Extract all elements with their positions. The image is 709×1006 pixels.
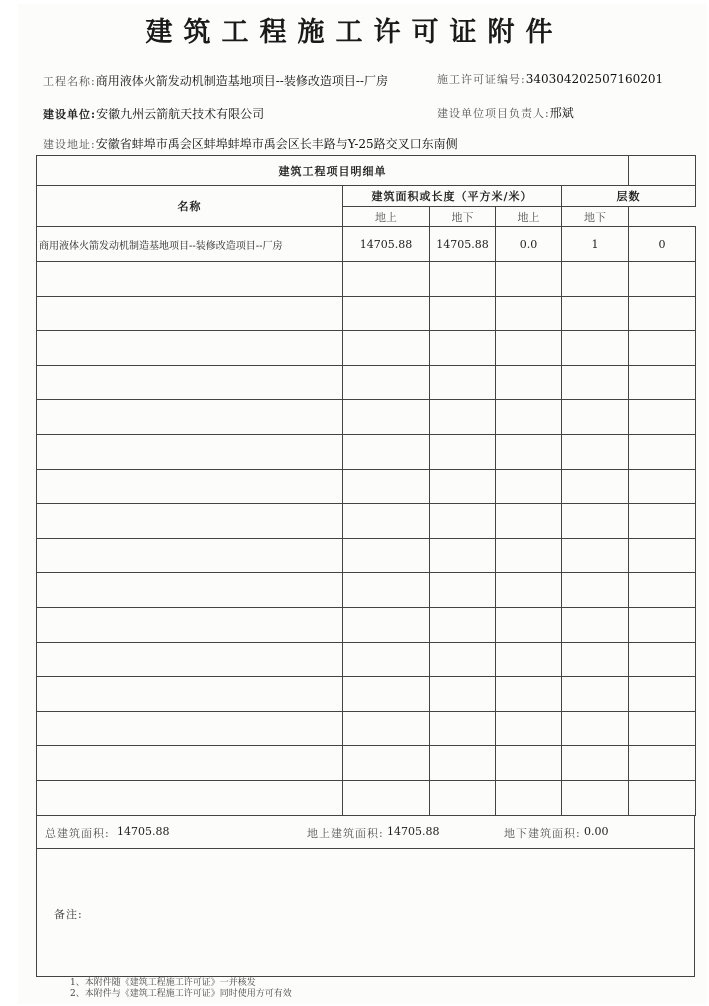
empty-cell: [37, 262, 343, 297]
empty-table-row: [37, 573, 696, 608]
empty-cell: [496, 607, 562, 642]
empty-cell: [496, 780, 562, 815]
empty-cell: [343, 573, 430, 608]
empty-cell: [430, 746, 496, 781]
empty-cell: [343, 642, 430, 677]
totals-row: [36, 815, 695, 849]
empty-cell: [37, 434, 343, 469]
empty-table-row: [37, 469, 696, 504]
below-area-label: 地下建筑面积:: [504, 827, 581, 840]
empty-table-row: [37, 296, 696, 331]
column-header-name: 名称: [37, 186, 343, 227]
empty-cell: [629, 642, 696, 677]
empty-cell: [496, 434, 562, 469]
empty-cell: [629, 607, 696, 642]
empty-cell: [629, 469, 696, 504]
empty-cell: [562, 711, 629, 746]
empty-cell: [430, 573, 496, 608]
table-title-row: [37, 156, 696, 186]
row-floors-above-cell: 1: [562, 227, 629, 262]
empty-cell: [343, 504, 430, 539]
empty-cell: [37, 711, 343, 746]
empty-cell: [629, 746, 696, 781]
empty-cell: [562, 331, 629, 366]
empty-cell: [37, 607, 343, 642]
project-name-label: 工程名称:: [43, 75, 96, 88]
footer-notes: [70, 978, 292, 1000]
subheader-below-floors: 地下: [562, 207, 629, 227]
empty-cell: [496, 331, 562, 366]
empty-table-row: [37, 711, 696, 746]
row-below-area-cell: 0.0: [496, 227, 562, 262]
empty-cell: [430, 434, 496, 469]
footer-note-2: 2、本附件与《建筑工程施工许可证》同时使用方可有效: [70, 989, 292, 999]
total-area-value: 14705.88: [117, 825, 170, 838]
project-name-line: [43, 72, 388, 89]
empty-table-row: [37, 262, 696, 297]
construction-unit-label: 建设单位:: [43, 108, 97, 121]
subheader-below-area: 地下: [430, 207, 496, 227]
empty-cell: [37, 746, 343, 781]
empty-cell: [343, 746, 430, 781]
empty-table-row: [37, 504, 696, 539]
empty-cell: [37, 538, 343, 573]
empty-cell: [37, 780, 343, 815]
above-area-label: 地上建筑面积:: [307, 827, 384, 840]
empty-cell: [562, 746, 629, 781]
empty-cell: [430, 296, 496, 331]
empty-table-row: [37, 642, 696, 677]
empty-cell: [343, 262, 430, 297]
empty-cell: [430, 504, 496, 539]
construction-unit-line: [43, 105, 264, 122]
table-section-title: 建筑工程项目明细单: [37, 156, 629, 186]
project-detail-table: [36, 155, 696, 816]
permit-number-label: 施工许可证编号:: [437, 73, 526, 86]
row-above-area-cell: 14705.88: [430, 227, 496, 262]
construction-unit-value: 安徽九州云箭航天技术有限公司: [96, 107, 265, 121]
project-leader-value: 邢斌: [549, 106, 574, 120]
empty-cell: [562, 538, 629, 573]
empty-cell: [430, 469, 496, 504]
empty-cell: [343, 469, 430, 504]
empty-cell: [629, 711, 696, 746]
empty-cell: [430, 331, 496, 366]
empty-cell: [430, 642, 496, 677]
empty-cell: [37, 504, 343, 539]
empty-cell: [496, 538, 562, 573]
empty-table-row: [37, 538, 696, 573]
empty-cell: [496, 746, 562, 781]
empty-cell: [562, 296, 629, 331]
empty-cell: [37, 642, 343, 677]
empty-cell: [37, 365, 343, 400]
remarks-box: [36, 849, 695, 977]
empty-cell: [496, 711, 562, 746]
empty-cell: [629, 538, 696, 573]
table-row: [37, 227, 696, 262]
empty-cell: [496, 400, 562, 435]
empty-cell: [629, 504, 696, 539]
project-leader-label: 建设单位项目负责人:: [437, 107, 550, 120]
empty-cell: [430, 607, 496, 642]
project-name-value: 商用液体火箭发动机制造基地项目--装修改造项目--厂房: [95, 74, 388, 88]
empty-cell: [37, 573, 343, 608]
empty-cell: [562, 434, 629, 469]
empty-cell: [629, 573, 696, 608]
empty-cell: [430, 365, 496, 400]
empty-cell: [37, 677, 343, 712]
empty-table-row: [37, 434, 696, 469]
subheader-above-floors: 地上: [496, 207, 562, 227]
empty-cell: [562, 642, 629, 677]
empty-cell: [496, 262, 562, 297]
empty-cell: [343, 711, 430, 746]
empty-cell: [496, 469, 562, 504]
empty-cell: [496, 296, 562, 331]
table-header-row: [37, 186, 696, 207]
row-total-area-cell: 14705.88: [343, 227, 430, 262]
empty-table-row: [37, 780, 696, 815]
empty-table-row: [37, 365, 696, 400]
total-area-label: 总建筑面积:: [45, 827, 110, 840]
empty-cell: [430, 711, 496, 746]
document-title: 建筑工程施工许可证附件: [145, 17, 564, 48]
empty-cell: [37, 331, 343, 366]
empty-cell: [430, 677, 496, 712]
below-area-value: 0.00: [584, 825, 609, 838]
empty-cell: [496, 365, 562, 400]
address-line: [43, 135, 458, 152]
empty-cell: [629, 400, 696, 435]
empty-cell: [37, 296, 343, 331]
permit-number-value: 340304202507160201: [525, 72, 664, 86]
empty-cell: [629, 262, 696, 297]
empty-cell: [562, 262, 629, 297]
empty-cell: [343, 538, 430, 573]
empty-table-row: [37, 607, 696, 642]
empty-cell: [430, 780, 496, 815]
empty-cell: [496, 677, 562, 712]
project-leader-line: [437, 104, 574, 121]
empty-cell: [430, 538, 496, 573]
empty-cell: [629, 434, 696, 469]
empty-cell: [562, 780, 629, 815]
table-blank-cell: [629, 156, 696, 186]
remarks-label: 备注:: [54, 908, 83, 921]
empty-cell: [343, 365, 430, 400]
empty-cell: [496, 642, 562, 677]
above-area-value: 14705.88: [387, 825, 440, 838]
empty-cell: [343, 780, 430, 815]
address-label: 建设地址:: [43, 138, 96, 151]
permit-number-line: [437, 71, 663, 87]
column-header-area: 建筑面积或长度（平方米/米）: [343, 186, 562, 207]
empty-cell: [430, 400, 496, 435]
empty-cell: [562, 469, 629, 504]
footer-note-1: 1、本附件随《建筑工程施工许可证》一并核发: [70, 978, 256, 988]
empty-table-row: [37, 331, 696, 366]
empty-cell: [37, 400, 343, 435]
empty-cell: [562, 573, 629, 608]
empty-cell: [629, 780, 696, 815]
empty-cell: [562, 365, 629, 400]
empty-cell: [629, 296, 696, 331]
column-header-floors: 层数: [562, 186, 696, 207]
empty-cell: [562, 677, 629, 712]
empty-cell: [343, 677, 430, 712]
empty-cell: [496, 573, 562, 608]
row-name-cell: 商用液体火箭发动机制造基地项目--装修改造项目--厂房: [37, 227, 343, 262]
empty-cell: [629, 677, 696, 712]
empty-table-row: [37, 400, 696, 435]
empty-cell: [496, 504, 562, 539]
address-value: 安徽省蚌埠市禹会区蚌埠蚌埠市禹会区长丰路与Y-25路交叉口东南侧: [95, 137, 458, 151]
empty-cell: [343, 296, 430, 331]
empty-cell: [629, 331, 696, 366]
row-floors-below-cell: 0: [629, 227, 696, 262]
empty-cell: [562, 400, 629, 435]
empty-cell: [629, 365, 696, 400]
subheader-above-area: 地上: [343, 207, 430, 227]
empty-cell: [343, 607, 430, 642]
empty-table-row: [37, 746, 696, 781]
empty-cell: [343, 400, 430, 435]
empty-cell: [343, 434, 430, 469]
empty-cell: [37, 469, 343, 504]
empty-cell: [562, 607, 629, 642]
empty-cell: [430, 262, 496, 297]
empty-cell: [562, 504, 629, 539]
empty-cell: [343, 331, 430, 366]
empty-table-row: [37, 677, 696, 712]
